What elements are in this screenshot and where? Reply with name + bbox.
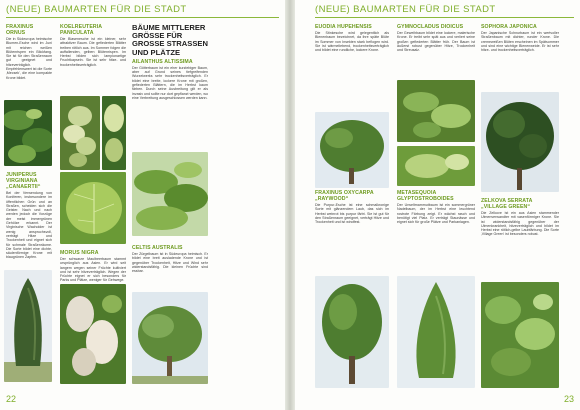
species-title: METASEQUOIA GLYPTOSTROBOIDES: [397, 190, 454, 202]
species-title: JUNIPERUS VIRGINIANA „CANAERTII“: [6, 172, 41, 190]
header-rule: [6, 17, 279, 18]
species-title: KOELREUTERIA PANICULATA: [60, 24, 102, 36]
species-text: Der schwarze Maulbeerbaum stammt ursprünglich aus Asien. Er wird seit langem wegen seiner Früchte kultiviert und ist sehr hitzeverträglich. Wegen der Früchte eignet er sich besonders für Parks und Plätze, weniger für Gehwege.: [60, 257, 126, 283]
species-metasequoia: [397, 190, 475, 224]
species-title: ZELKOVA SERRATA „VILLAGE GREEN“: [481, 198, 533, 210]
metasequoia-photo: [397, 276, 475, 388]
species-title: FRAXINUS ORNUS: [6, 24, 34, 36]
gymnocladus-fruit-photo: [397, 146, 475, 186]
species-juniperus: [6, 172, 52, 260]
species-text: Die Stinkesche wird gelegentlich als Bienenbaum bezeichnet, da ihre späte Blüte im Sommer von Insekten stark beflogen wird. Sie ist wärmeliebend, trockenheitsverträglich und bildet eine rundliche, lockere Krone.: [315, 31, 389, 53]
euodia-tree-photo: [315, 112, 389, 188]
species-title: CELTIS AUSTRALIS: [132, 245, 183, 251]
species-zelkova: [481, 198, 559, 237]
zelkova-photo: [481, 282, 559, 388]
species-sophora: [481, 24, 559, 52]
species-text: Die in Südeuropa heimische Blumen-Esche wird im Juni mit reichen weißen Blütenrispen ein Blickfang. Sie ist für den Straßenraum gut geeignet und hitzeverträglich. Empfehlenswert ist die Sorte ‚Mecsek', die eine kompakte Krone bildet.: [6, 37, 52, 80]
fraxinus-raywood-photo: [315, 276, 389, 388]
species-text: Der Götterbaum ist ein eher kurzlebiger Baum, aber auf Grund seines tiefgreifenden Wurzelwerks sehr trockenheitsverträglich. Er bildet eine breite, lockere Krone mit großen, gefiederten Blättern, die im Herbst kaum färben. Durch seine Ausbreitung gilt er als invasiv und sollte nur dort gepflanzt werden, wo eine Verbreitung ausgeschlossen werden kann.: [132, 65, 208, 100]
left-page: [0, 0, 285, 410]
species-title: GYMNOCLADUS DIOICUS: [397, 24, 464, 30]
species-title: AILANTHUS ALTISSIMA: [132, 58, 193, 65]
sophora-tree-photo: [481, 92, 559, 192]
species-text: Die Blasenesche ist ein kleiner, sehr attraktiver Baum. Die gefiederten Blätter treiben rötlich aus. Im Sommer folgen die auffallenden, gelben Blütenrispen. Im Herbst bilden sich lampionartige Fruchtkapseln. Sie ist sehr hitze- und trockenheitsverträglich.: [60, 37, 126, 67]
species-text: Die Zelkove ist ein aus Asien stammender Ulmenverwandter mit vasenförmiger Krone. Sie ist widerstandsfähig gegenüber der Ulmenkrankheit, hitzeverträglich und bildet im Herbst eine rötlich-gelbe Laubfärbung. Die Sorte ‚Village Green' ist besonders robust.: [481, 211, 559, 237]
species-title: EUODIA HUPEHENSIS: [315, 24, 372, 30]
gymnocladus-photo: [397, 80, 475, 142]
right-page: [295, 0, 580, 410]
species-title: FRAXINUS OXYCARPA „RAYWOOD“: [315, 190, 374, 202]
species-title: SOPHORA JAPONICA: [481, 24, 537, 30]
spine-gutter: [285, 0, 295, 410]
morus-leaf-photo: [60, 172, 126, 244]
header-rule: [315, 17, 574, 18]
species-text: Der Geweihbaum bildet eine lockere, malerische Krone. Er treibt sehr spät aus und verliert seine großen gefiederten Blätter früh. Der Baum ist äußerst robust gegenüber Hitze, Trockenheit und Streusalz.: [397, 31, 475, 53]
koelreuteria-leaf-photo: [102, 96, 126, 170]
page-number: 23: [563, 394, 574, 404]
species-gymnocladus: [397, 24, 475, 52]
species-euodia: [315, 24, 389, 52]
juniperus-photo: [4, 270, 52, 382]
feature-title: BÄUME MITTLERER GRÖSSE FÜR GROSSE STRASSEN UND PLÄTZE: [132, 23, 208, 57]
species-fraxinus-raywood: [315, 190, 389, 224]
feature-block: [132, 24, 208, 100]
page-number: 22: [6, 394, 17, 404]
koelreuteria-fruit-photo: [60, 96, 100, 170]
ailanthus-photo: [132, 152, 208, 236]
species-celtis: [132, 245, 208, 273]
species-text: Der Zürgelbaum ist in Südeuropa heimisch. Er bildet eine breit ausladende Krone und ist gegenüber Trockenheit, Hitze und Wind sehr widerstandsfähig. Die kleinen Früchte sind essbar.: [132, 252, 208, 274]
species-text: Der Urweltmammutbaum ist ein sommergrüner Nadelbaum, der im Herbst eine leuchtend rostrote Färbung zeigt. Er wächst rasch und benötigt viel Platz. Er verträgt Staunässe und eignet sich für große Plätze und Parkanlagen.: [397, 203, 475, 225]
species-text: Bei der Verwendung von Koniferen, insbesondere im öffentlichen Grün und an Straßen, scheiden sich die Geister. Nach und nach werden jedoch die Vorzüge der meist immergrünen Gehölze erkannt. Der Virginische Wacholder ist wenig anspruchsvoll, verträgt Hitze und Trockenheit und eignet sich für schmale Straßenräume. Die Sorte bildet eine dichte, säulenförmige Krone mit blaugrünen Zapfen.: [6, 191, 52, 260]
species-koelreuteria: [60, 24, 126, 67]
page-header: (NEUE) BAUMARTEN FÜR DIE STADT: [6, 4, 187, 15]
species-text: Die Purpur-Esche ist eine schmalkronige Sorte mit glänzendem Laub, das sich im Herbst weinrot bis purpur färbt. Sie ist gut für den Straßenraum geeignet, verträgt Hitze und Trockenheit und ist windfest.: [315, 203, 389, 225]
celtis-tree-photo: [132, 292, 208, 384]
species-text: Der Japanische Schnurbaum ist ein wertvoller Straßenbaum mit dichter, runder Krone. Die cremeweißen Blüten erscheinen im Spätsommer und sind eine wichtige Bienenweide. Er ist sehr hitze- und trockenheitsverträglich.: [481, 31, 559, 53]
page-header: (NEUE) BAUMARTEN FÜR DIE STADT: [315, 4, 496, 15]
fraxinus-ornus-photo: [4, 100, 52, 166]
species-title: MORUS NIGRA: [60, 250, 99, 256]
species-fraxinus-ornus: [6, 24, 52, 80]
morus-fruit-photo: [60, 284, 126, 384]
species-morus-nigra: [60, 250, 126, 283]
